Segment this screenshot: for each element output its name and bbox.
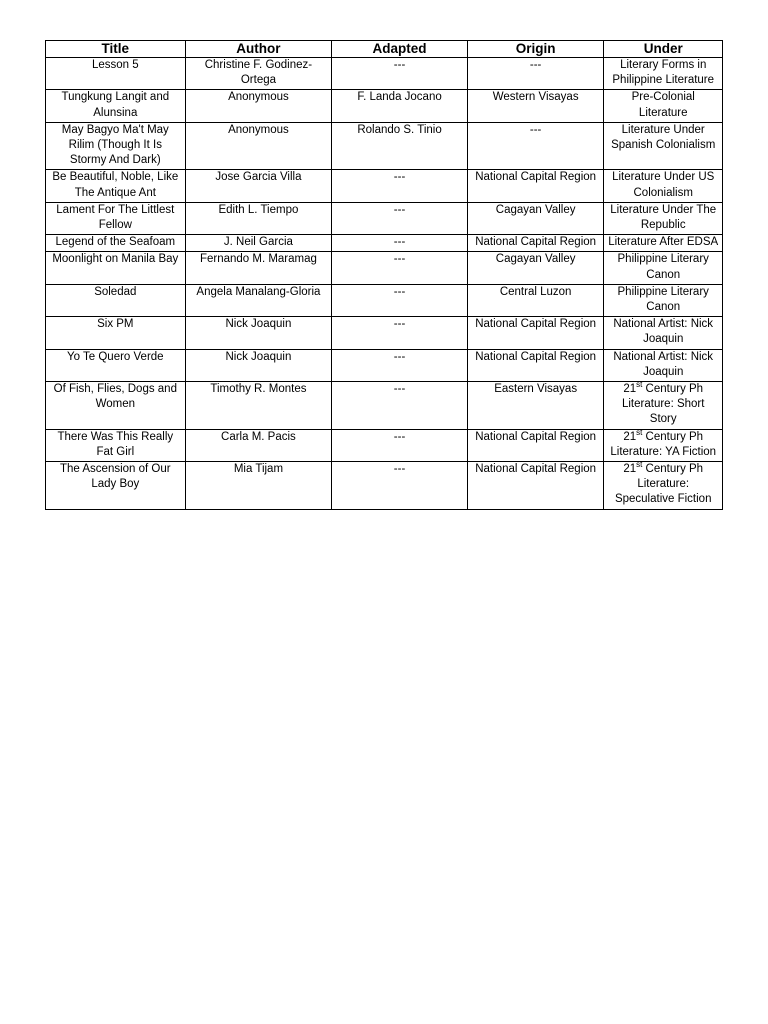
header-title: Title: [46, 41, 186, 58]
table-row: [46, 170, 723, 202]
ordinal-number: 21: [623, 383, 637, 396]
cell-author: Christine F. Godinez-Ortega: [185, 58, 332, 90]
cell-title: Of Fish, Flies, Dogs and Women: [46, 382, 186, 430]
cell-under: Literature After EDSA: [604, 235, 723, 252]
ordinal-number: 21: [623, 463, 637, 476]
table-row: [46, 382, 723, 430]
cell-author: Edith L. Tiempo: [185, 202, 332, 234]
table-row: [46, 90, 723, 122]
header-under: Under: [604, 41, 723, 58]
table-body: [46, 58, 723, 510]
header-origin: Origin: [467, 41, 604, 58]
cell-title: Yo Te Quero Verde: [46, 349, 186, 381]
cell-author: Nick Joaquin: [185, 349, 332, 381]
cell-title: Be Beautiful, Noble, Like The Antique Ant: [46, 170, 186, 202]
cell-adapted: Rolando S. Tinio: [332, 122, 468, 170]
cell-under: National Artist: Nick Joaquin: [604, 317, 723, 349]
table-row: [46, 202, 723, 234]
cell-title: Soledad: [46, 284, 186, 316]
table-row: [46, 252, 723, 284]
cell-origin: Cagayan Valley: [467, 202, 604, 234]
cell-under: Literature Under Spanish Colonialism: [604, 122, 723, 170]
cell-adapted: ---: [332, 235, 468, 252]
ordinal-suffix: st: [636, 460, 643, 470]
literature-table: [45, 40, 723, 510]
cell-under: Philippine Literary Canon: [604, 252, 723, 284]
cell-adapted: ---: [332, 317, 468, 349]
cell-origin: National Capital Region: [467, 170, 604, 202]
cell-title: Legend of the Seafoam: [46, 235, 186, 252]
table-row: [46, 462, 723, 510]
cell-under: [604, 382, 723, 430]
cell-under: [604, 462, 723, 510]
cell-author: Timothy R. Montes: [185, 382, 332, 430]
under-text: Century Ph Literature: Short Story: [621, 383, 705, 426]
cell-origin: Eastern Visayas: [467, 382, 604, 430]
cell-adapted: ---: [332, 252, 468, 284]
table-row: [46, 284, 723, 316]
header-author: Author: [185, 41, 332, 58]
cell-title: Lament For The Littlest Fellow: [46, 202, 186, 234]
cell-under: Literature Under The Republic: [604, 202, 723, 234]
table-row: [46, 235, 723, 252]
cell-title: Lesson 5: [46, 58, 186, 90]
table-row: [46, 317, 723, 349]
cell-origin: Western Visayas: [467, 90, 604, 122]
cell-title: The Ascension of Our Lady Boy: [46, 462, 186, 510]
cell-author: Anonymous: [185, 122, 332, 170]
cell-author: Jose Garcia Villa: [185, 170, 332, 202]
cell-origin: National Capital Region: [467, 462, 604, 510]
cell-author: Angela Manalang-Gloria: [185, 284, 332, 316]
cell-origin: National Capital Region: [467, 317, 604, 349]
cell-adapted: ---: [332, 429, 468, 461]
cell-title: Tungkung Langit and Alunsina: [46, 90, 186, 122]
cell-title: Moonlight on Manila Bay: [46, 252, 186, 284]
cell-author: Anonymous: [185, 90, 332, 122]
cell-author: Nick Joaquin: [185, 317, 332, 349]
table-header: [46, 41, 723, 58]
cell-adapted: ---: [332, 58, 468, 90]
cell-under: Philippine Literary Canon: [604, 284, 723, 316]
cell-under: Literature Under US Colonialism: [604, 170, 723, 202]
cell-title: Six PM: [46, 317, 186, 349]
cell-under: Literary Forms in Philippine Literature: [604, 58, 723, 90]
ordinal-number: 21: [623, 430, 637, 443]
under-text: Century Ph Literature: YA Fiction: [610, 430, 717, 458]
cell-author: Carla M. Pacis: [185, 429, 332, 461]
under-text: Century Ph Literature: Speculative Fiction: [614, 463, 712, 506]
cell-author: J. Neil Garcia: [185, 235, 332, 252]
cell-origin: Cagayan Valley: [467, 252, 604, 284]
cell-under: Pre-Colonial Literature: [604, 90, 723, 122]
cell-origin: National Capital Region: [467, 429, 604, 461]
cell-origin: National Capital Region: [467, 349, 604, 381]
header-row: [46, 41, 723, 58]
header-adapted: Adapted: [332, 41, 468, 58]
cell-origin: National Capital Region: [467, 235, 604, 252]
cell-author: Fernando M. Maramag: [185, 252, 332, 284]
cell-author: Mia Tijam: [185, 462, 332, 510]
cell-origin: Central Luzon: [467, 284, 604, 316]
cell-adapted: ---: [332, 462, 468, 510]
table-row: [46, 122, 723, 170]
cell-under: [604, 429, 723, 461]
table-row: [46, 349, 723, 381]
cell-adapted: ---: [332, 382, 468, 430]
cell-title: There Was This Really Fat Girl: [46, 429, 186, 461]
cell-title: May Bagyo Ma't May Rilim (Though It Is Stormy And Dark): [46, 122, 186, 170]
cell-origin: ---: [467, 58, 604, 90]
cell-adapted: ---: [332, 202, 468, 234]
cell-adapted: ---: [332, 284, 468, 316]
ordinal-suffix: st: [636, 427, 643, 437]
cell-under: National Artist: Nick Joaquin: [604, 349, 723, 381]
cell-adapted: ---: [332, 349, 468, 381]
cell-origin: ---: [467, 122, 604, 170]
cell-adapted: ---: [332, 170, 468, 202]
table-row: [46, 429, 723, 461]
table-row: [46, 58, 723, 90]
cell-adapted: F. Landa Jocano: [332, 90, 468, 122]
ordinal-suffix: st: [636, 380, 643, 390]
